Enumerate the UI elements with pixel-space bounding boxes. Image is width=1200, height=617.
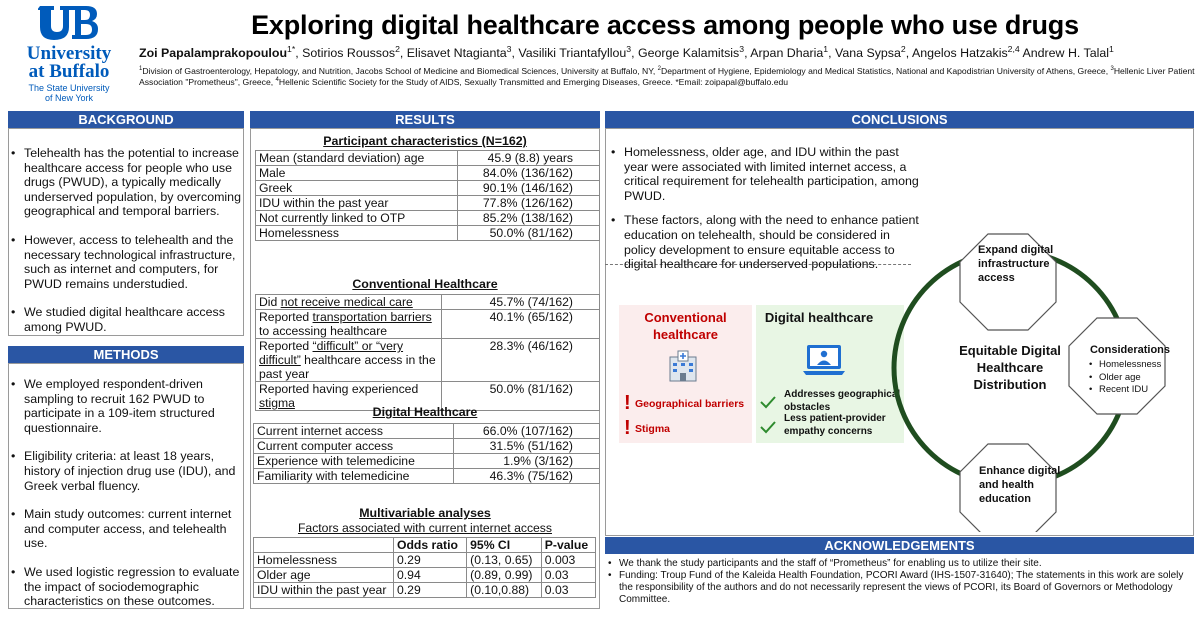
- background-item: • However, access to telehealth and the necessary technological infrastructure, such as internet and computers, for PWUD remains understudied.: [8, 233, 244, 291]
- multivariable-table: [253, 537, 596, 598]
- table-cell: 0.03: [541, 583, 595, 598]
- affiliation-text: Division of Gastroenterology, Hepatology, and Nutrition, Jacobs School of Medicine and Biomedical Sciences, University at Buffalo, NY,: [142, 66, 658, 76]
- table-row: [256, 310, 600, 339]
- conclusions-heading: CONCLUSIONS: [605, 111, 1194, 128]
- row-label: Did not receive medical care: [256, 295, 442, 310]
- row-label: Male: [256, 166, 458, 181]
- row-label: Familiarity with telemedicine: [254, 469, 454, 484]
- author-name: George Kalamitsis: [638, 46, 740, 60]
- consideration-item: • Recent IDU: [1086, 384, 1186, 397]
- column-header: [254, 538, 394, 553]
- hospital-icon: [666, 349, 700, 383]
- consideration-item: • Older age: [1086, 372, 1186, 385]
- table-cell: 0.29: [394, 553, 467, 568]
- row-value: 28.3% (46/162): [442, 339, 600, 382]
- author-sup: 3: [739, 43, 745, 54]
- author-sup: 3: [626, 43, 632, 54]
- table-row: [256, 339, 600, 382]
- author-name: Vana Sypsa: [835, 46, 901, 60]
- table-row: [254, 583, 596, 598]
- row-value: 45.7% (74/162): [442, 295, 600, 310]
- row-value: 31.5% (51/162): [454, 439, 600, 454]
- affiliation-text: Department of Hygiene, Epidemiology and Medical Statistics, National and Kapodistrian University of Athens, Greece,: [660, 66, 1111, 76]
- acknowledgement-item: • Funding: Troup Fund of the Kaleida Health Foundation, PCORI Award (IHS-1507-31640); The statements in this work are solely the responsibility of the authors and do not necessarily represent the views of PCORI, its Board of Governors or Methodology Committee.: [606, 570, 1194, 606]
- check-icon: [760, 420, 776, 434]
- row-label: Homelessness: [256, 226, 458, 241]
- ub-logo-icon: [38, 4, 100, 42]
- table-row: [256, 295, 600, 310]
- table-row: [256, 151, 600, 166]
- multivariable-subtitle: Factors associated with current internet access: [297, 521, 552, 535]
- author-sup: 1*: [287, 43, 296, 54]
- column-header: 95% CI: [467, 538, 542, 553]
- table-row: [256, 166, 600, 181]
- row-label: IDU within the past year: [256, 196, 458, 211]
- row-value: 46.3% (75/162): [454, 469, 600, 484]
- author-sup: 1: [1109, 43, 1114, 54]
- methods-item: • Main study outcomes: current internet and computer access, and telehealth use.: [8, 507, 244, 551]
- background-list: [8, 146, 244, 349]
- digital-table: [253, 423, 600, 484]
- author-name: Zoi Papalamprakopoulou: [139, 46, 288, 60]
- affiliation-sup: 2: [657, 66, 661, 73]
- affiliation-text: Hellenic Liver Patient Association "Prometheus", Greece,: [139, 66, 1195, 87]
- acknowledgements-heading: ACKNOWLEDGEMENTS: [605, 537, 1194, 554]
- exclamation-icon: !: [624, 392, 631, 414]
- table-cell: (0.89, 0.99): [467, 568, 542, 583]
- row-value: 1.9% (3/162): [454, 454, 600, 469]
- author-name: Arpan Dharia: [750, 46, 824, 60]
- table-cell: 0.003: [541, 553, 595, 568]
- logo-line-3: [8, 83, 130, 103]
- row-label: Current internet access: [254, 424, 454, 439]
- logo-line-1: University: [26, 43, 112, 64]
- row-value: 40.1% (65/162): [442, 310, 600, 339]
- table-cell: IDU within the past year: [254, 583, 394, 598]
- conclusion-item: • Homelessness, older age, and IDU within the past year were associated with limited internet access, a critical requirement for telehealth participation, among PWUD.: [608, 145, 920, 203]
- logo-suny-line-a: The State University: [28, 83, 110, 93]
- author-name: Angelos Hatzakis: [911, 46, 1008, 60]
- row-value: 90.1% (146/162): [458, 181, 600, 196]
- author-name: Elisavet Ntagianta: [406, 46, 507, 60]
- exclamation-icon: !: [624, 417, 631, 439]
- poster-title: Exploring digital healthcare access among people who use drugs: [251, 10, 1079, 40]
- participant-title: Participant characteristics (N=162): [323, 134, 527, 148]
- acknowledgement-item: • We thank the study participants and the staff of “Prometheus” for enabling us to utilize their site.: [606, 558, 1194, 570]
- methods-item: • We employed respondent-driven sampling to recruit 162 PWUD to participate in a 109-item structured questionnaire.: [8, 377, 244, 435]
- table-row: [254, 568, 596, 583]
- table-row: [254, 439, 600, 454]
- conventional-box-title: Conventional healthcare: [644, 310, 727, 342]
- barrier-label: Stigma: [635, 423, 671, 435]
- background-item: • We studied digital healthcare access among PWUD.: [8, 305, 244, 334]
- methods-list: [8, 377, 244, 617]
- advantage-geographical: Addresses geographical obstacles: [784, 389, 901, 413]
- digital-box-title: Digital healthcare: [764, 310, 874, 325]
- consideration-item: • Homelessness: [1086, 359, 1186, 372]
- cycle-center-text: Equitable Digital Healthcare Distribution: [959, 343, 1061, 392]
- barrier-stigma: [624, 417, 750, 439]
- table-row: [254, 454, 600, 469]
- cycle-bottom-text: Enhance digital and health education: [979, 465, 1061, 505]
- barrier-label: Geographical barriers: [635, 398, 745, 410]
- table-header-row: [254, 538, 596, 553]
- row-label-emphasis: “difficult” or “very difficult”: [259, 339, 404, 367]
- author-list: Zoi Papalamprakopoulou$^{1*}$, Sotirios Roussos$^2$, Elisavet Ntagianta$^3$, Vasiliki Triantafyllou$^3$, George Kalamitsis$^3$, Arpan Dharia$^1$, Vana Sypsa$^2$, Angelos Hatzakis$^{2,4}$ Andrew H. Talal$^1$: [139, 43, 1114, 60]
- table-row: [254, 424, 600, 439]
- table-row: [256, 226, 600, 241]
- row-label: Reported transportation barriers to accessing healthcare: [256, 310, 442, 339]
- check-icon: [760, 395, 776, 409]
- methods-item: • We used logistic regression to evaluate the impact of sociodemographic characteristics on these outcomes.: [8, 565, 244, 609]
- table-cell: (0.13, 0.65): [467, 553, 542, 568]
- conventional-title: Conventional Healthcare: [352, 277, 498, 291]
- logo-suny-line-b: of New York: [44, 93, 94, 103]
- considerations-list: [1086, 359, 1186, 397]
- background-item: • Telehealth has the potential to increase healthcare access for people who use drugs (PWUD), a typically medically underserved population, by overcoming geographical and temporal barriers.: [8, 146, 244, 219]
- considerations-title: Considerations: [1089, 344, 1171, 356]
- column-header: Odds ratio: [394, 538, 467, 553]
- row-label: Experience with telemedicine: [254, 454, 454, 469]
- methods-item: • Eligibility criteria: at least 18 years, history of injection drug use (IDU), and Greek verbal fluency.: [8, 449, 244, 493]
- author-sup: 2: [395, 43, 400, 54]
- row-label: Reported having experienced stigma: [256, 382, 442, 411]
- row-label: Mean (standard deviation) age: [256, 151, 458, 166]
- author-sup: 1: [823, 43, 829, 54]
- table-cell: Homelessness: [254, 553, 394, 568]
- affiliation-sup: 4: [275, 77, 279, 84]
- row-value: 50.0% (81/162): [442, 382, 600, 411]
- row-value: 85.2% (138/162): [458, 211, 600, 226]
- table-cell: 0.03: [541, 568, 595, 583]
- row-label: Greek: [256, 181, 458, 196]
- participant-table: [255, 150, 600, 241]
- row-label: Not currently linked to OTP: [256, 211, 458, 226]
- affiliation-sup: 1: [139, 66, 143, 73]
- methods-heading: METHODS: [8, 346, 244, 363]
- affiliations: [139, 66, 1197, 88]
- university-logo: [8, 4, 130, 103]
- table-cell: 0.94: [394, 568, 467, 583]
- cycle-top-text: Expand digital infrastructure access: [978, 244, 1054, 284]
- table-row: [256, 196, 600, 211]
- table-row: [254, 553, 596, 568]
- table-cell: Older age: [254, 568, 394, 583]
- advantage-empathy: Less patient-provider empathy concerns: [784, 413, 886, 437]
- row-label-emphasis: transportation barriers: [312, 310, 432, 324]
- row-label: Current computer access: [254, 439, 454, 454]
- row-value: 66.0% (107/162): [454, 424, 600, 439]
- conventional-table: [255, 294, 600, 411]
- multivariable-title: Multivariable analyses: [359, 506, 491, 520]
- table-cell: 0.29: [394, 583, 467, 598]
- row-value: 50.0% (81/162): [458, 226, 600, 241]
- affiliation-text: Hellenic Scientific Society for the Study of AIDS, Sexually Transmitted and Emerging Diseases, Greece. *Email: zoipapal@buffalo.edu: [278, 77, 789, 87]
- conclusion-item: • These factors, along with the need to enhance patient education on telehealth, should be considered in policy development to ensure equitable access to digital healthcare for underserved populations.: [608, 213, 920, 271]
- digital-title: Digital Healthcare: [372, 405, 478, 419]
- telemedicine-laptop-icon: [802, 343, 846, 381]
- affiliation-sup: 3: [1110, 66, 1114, 73]
- table-cell: (0.10,0.88): [467, 583, 542, 598]
- table-row: [254, 469, 600, 484]
- author-sup: 2: [900, 43, 906, 54]
- row-value: 84.0% (136/162): [458, 166, 600, 181]
- author-name: Vasiliki Triantafyllou: [518, 46, 627, 60]
- results-heading: RESULTS: [250, 111, 600, 128]
- author-name: Sotirios Roussos: [302, 46, 396, 60]
- column-header: P-value: [541, 538, 595, 553]
- row-label-emphasis: not receive medical care: [280, 295, 413, 309]
- author-sup: 2,4: [1007, 43, 1020, 54]
- table-row: [256, 211, 600, 226]
- author-name: Andrew H. Talal: [1022, 46, 1110, 60]
- acknowledgements-list: [606, 558, 1194, 606]
- background-heading: BACKGROUND: [8, 111, 244, 128]
- row-value: 45.9 (8.8) years: [458, 151, 600, 166]
- logo-line-2: at Buffalo: [28, 61, 110, 82]
- row-value: 77.8% (126/162): [458, 196, 600, 211]
- row-label-emphasis: stigma: [259, 396, 295, 410]
- row-label: Reported “difficult” or “very difficult” healthcare access in the past year: [256, 339, 442, 382]
- author-sup: 3: [506, 43, 512, 54]
- barrier-geographical: [624, 392, 750, 414]
- table-row: [256, 181, 600, 196]
